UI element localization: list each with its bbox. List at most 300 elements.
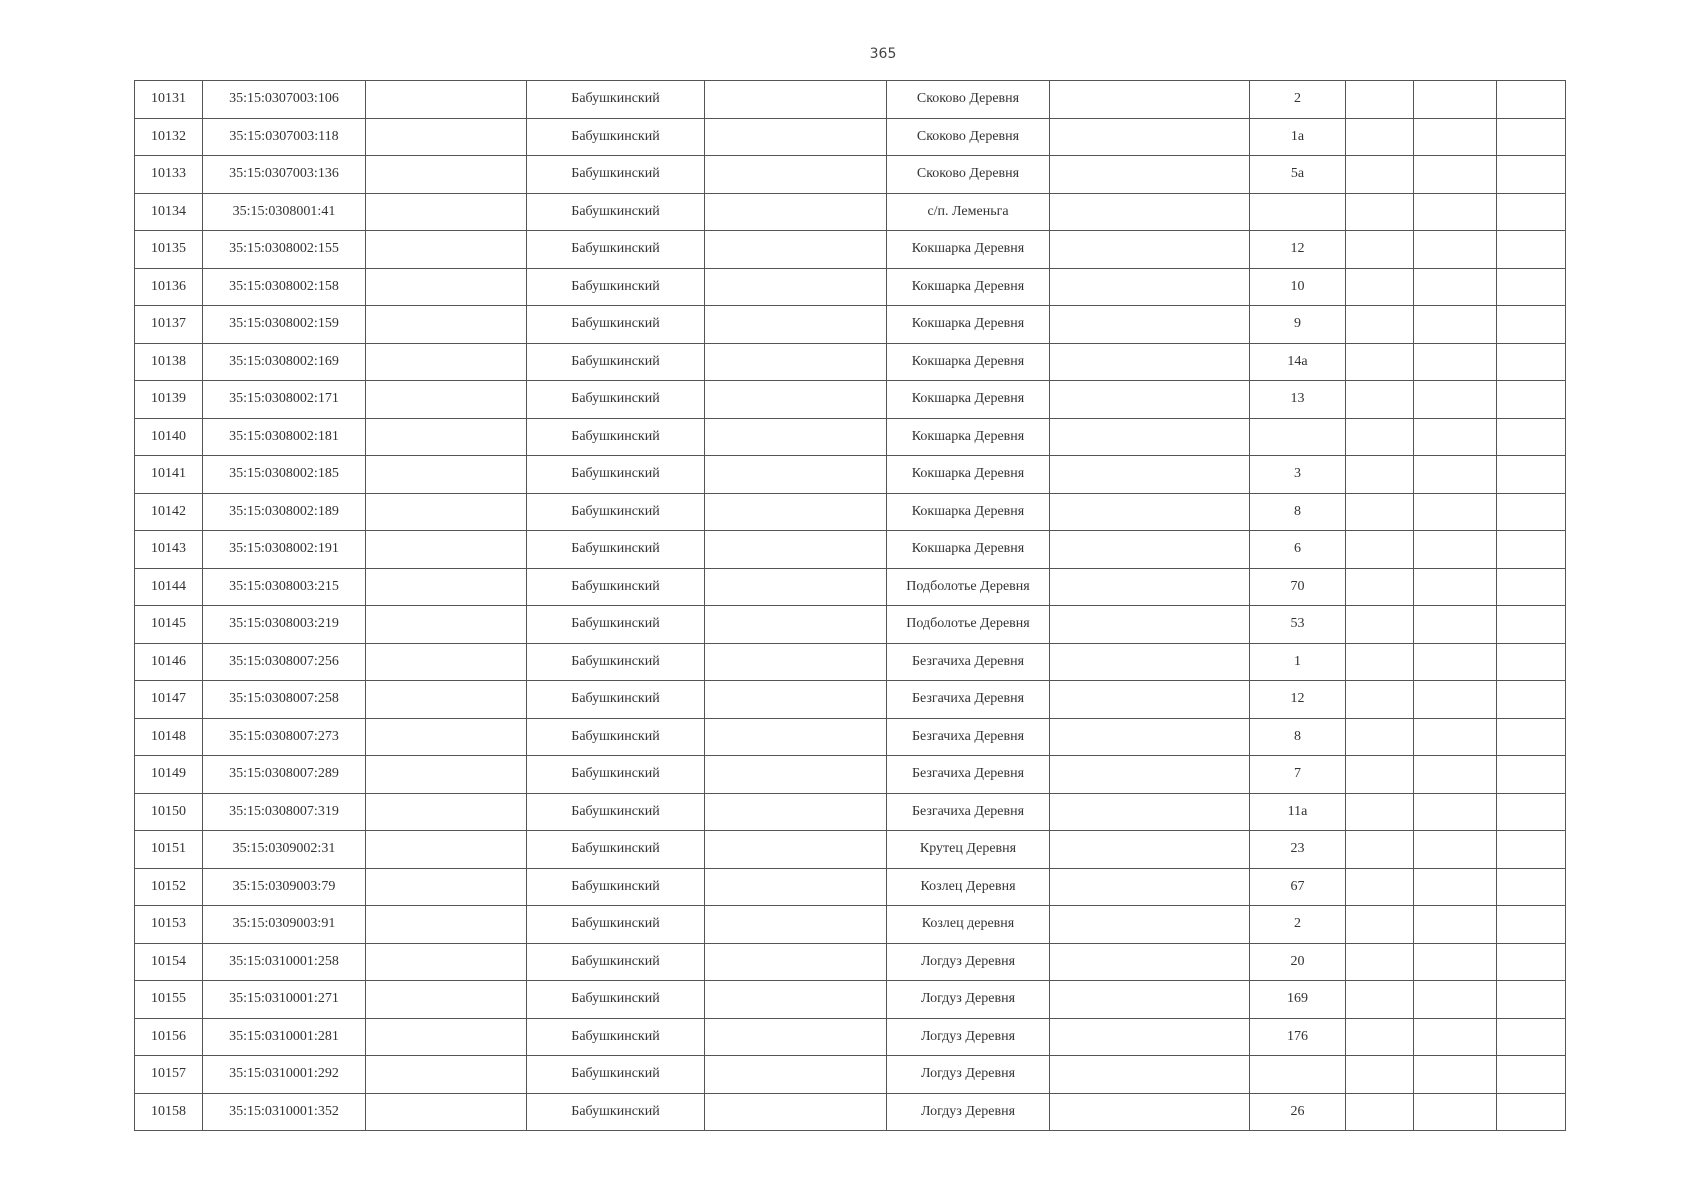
locality-cell: Скоково Деревня <box>887 118 1050 156</box>
empty-cell <box>705 306 887 344</box>
empty-cell <box>1414 943 1497 981</box>
cadastral-number-cell: 35:15:0308002:159 <box>203 306 366 344</box>
empty-cell <box>1346 906 1414 944</box>
empty-cell <box>1050 1093 1250 1131</box>
row-number-cell: 10158 <box>135 1093 203 1131</box>
empty-cell <box>1346 493 1414 531</box>
empty-cell <box>705 681 887 719</box>
cadastral-number-cell: 35:15:0308007:319 <box>203 793 366 831</box>
house-number-cell <box>1250 418 1346 456</box>
house-number-cell: 26 <box>1250 1093 1346 1131</box>
empty-cell <box>705 1018 887 1056</box>
table-row <box>135 418 1566 456</box>
empty-cell <box>1497 643 1566 681</box>
table-row <box>135 1093 1566 1131</box>
empty-cell <box>1346 81 1414 119</box>
empty-cell <box>1346 156 1414 194</box>
table-row <box>135 531 1566 569</box>
table-row <box>135 381 1566 419</box>
row-number-cell: 10155 <box>135 981 203 1019</box>
empty-cell <box>366 381 527 419</box>
table-row <box>135 81 1566 119</box>
table-row <box>135 456 1566 494</box>
empty-cell <box>1050 343 1250 381</box>
house-number-cell: 5а <box>1250 156 1346 194</box>
empty-cell <box>366 793 527 831</box>
row-number-cell: 10153 <box>135 906 203 944</box>
cadastral-number-cell: 35:15:0307003:136 <box>203 156 366 194</box>
empty-cell <box>705 381 887 419</box>
locality-cell: Безгачиха Деревня <box>887 756 1050 794</box>
empty-cell <box>705 1093 887 1131</box>
empty-cell <box>705 793 887 831</box>
empty-cell <box>1497 1018 1566 1056</box>
empty-cell <box>366 231 527 269</box>
row-number-cell: 10139 <box>135 381 203 419</box>
empty-cell <box>1346 943 1414 981</box>
table-row <box>135 268 1566 306</box>
empty-cell <box>1346 981 1414 1019</box>
district-cell: Бабушкинский <box>527 1093 705 1131</box>
empty-cell <box>366 681 527 719</box>
empty-cell <box>1414 343 1497 381</box>
empty-cell <box>1346 118 1414 156</box>
locality-cell: Козлец Деревня <box>887 868 1050 906</box>
registry-table <box>134 80 1566 1131</box>
empty-cell <box>705 456 887 494</box>
empty-cell <box>705 268 887 306</box>
locality-cell: Подболотье Деревня <box>887 568 1050 606</box>
row-number-cell: 10131 <box>135 81 203 119</box>
row-number-cell: 10154 <box>135 943 203 981</box>
empty-cell <box>1050 568 1250 606</box>
empty-cell <box>1497 81 1566 119</box>
row-number-cell: 10143 <box>135 531 203 569</box>
empty-cell <box>1346 306 1414 344</box>
empty-cell <box>1497 306 1566 344</box>
empty-cell <box>1497 906 1566 944</box>
empty-cell <box>1497 493 1566 531</box>
empty-cell <box>366 156 527 194</box>
empty-cell <box>1497 231 1566 269</box>
locality-cell: Козлец деревня <box>887 906 1050 944</box>
empty-cell <box>366 531 527 569</box>
house-number-cell: 2 <box>1250 906 1346 944</box>
empty-cell <box>1050 793 1250 831</box>
house-number-cell: 1а <box>1250 118 1346 156</box>
empty-cell <box>705 193 887 231</box>
row-number-cell: 10136 <box>135 268 203 306</box>
cadastral-number-cell: 35:15:0310001:281 <box>203 1018 366 1056</box>
empty-cell <box>366 306 527 344</box>
cadastral-number-cell: 35:15:0308002:158 <box>203 268 366 306</box>
table-row <box>135 831 1566 869</box>
locality-cell: Кокшарка Деревня <box>887 306 1050 344</box>
table-row <box>135 231 1566 269</box>
empty-cell <box>1346 268 1414 306</box>
cadastral-number-cell: 35:15:0308007:256 <box>203 643 366 681</box>
house-number-cell: 3 <box>1250 456 1346 494</box>
empty-cell <box>1497 193 1566 231</box>
empty-cell <box>1050 718 1250 756</box>
empty-cell <box>1346 456 1414 494</box>
cadastral-number-cell: 35:15:0308003:219 <box>203 606 366 644</box>
cadastral-number-cell: 35:15:0307003:118 <box>203 118 366 156</box>
locality-cell: Логдуз Деревня <box>887 1093 1050 1131</box>
empty-cell <box>1414 606 1497 644</box>
district-cell: Бабушкинский <box>527 381 705 419</box>
cadastral-number-cell: 35:15:0308007:289 <box>203 756 366 794</box>
empty-cell <box>705 643 887 681</box>
locality-cell: Логдуз Деревня <box>887 1056 1050 1094</box>
locality-cell: Подболотье Деревня <box>887 606 1050 644</box>
row-number-cell: 10135 <box>135 231 203 269</box>
empty-cell <box>1497 1056 1566 1094</box>
empty-cell <box>1414 868 1497 906</box>
locality-cell: Скоково Деревня <box>887 81 1050 119</box>
empty-cell <box>1050 1018 1250 1056</box>
empty-cell <box>366 81 527 119</box>
cadastral-number-cell: 35:15:0308002:191 <box>203 531 366 569</box>
empty-cell <box>366 906 527 944</box>
house-number-cell: 176 <box>1250 1018 1346 1056</box>
cadastral-number-cell: 35:15:0309003:79 <box>203 868 366 906</box>
house-number-cell: 8 <box>1250 718 1346 756</box>
table-row <box>135 756 1566 794</box>
district-cell: Бабушкинский <box>527 906 705 944</box>
empty-cell <box>705 231 887 269</box>
empty-cell <box>366 568 527 606</box>
row-number-cell: 10138 <box>135 343 203 381</box>
page-number: 365 <box>869 46 897 62</box>
district-cell: Бабушкинский <box>527 793 705 831</box>
house-number-cell: 2 <box>1250 81 1346 119</box>
locality-cell: Скоково Деревня <box>887 156 1050 194</box>
district-cell: Бабушкинский <box>527 606 705 644</box>
empty-cell <box>1050 1056 1250 1094</box>
row-number-cell: 10137 <box>135 306 203 344</box>
locality-cell: Безгачиха Деревня <box>887 643 1050 681</box>
empty-cell <box>705 418 887 456</box>
empty-cell <box>1497 681 1566 719</box>
empty-cell <box>1050 193 1250 231</box>
empty-cell <box>705 606 887 644</box>
cadastral-number-cell: 35:15:0309002:31 <box>203 831 366 869</box>
district-cell: Бабушкинский <box>527 231 705 269</box>
empty-cell <box>1414 493 1497 531</box>
empty-cell <box>1414 718 1497 756</box>
row-number-cell: 10150 <box>135 793 203 831</box>
empty-cell <box>1346 381 1414 419</box>
empty-cell <box>705 831 887 869</box>
empty-cell <box>1414 568 1497 606</box>
empty-cell <box>1050 493 1250 531</box>
house-number-cell: 12 <box>1250 231 1346 269</box>
empty-cell <box>1050 681 1250 719</box>
empty-cell <box>1414 156 1497 194</box>
table-row <box>135 1056 1566 1094</box>
house-number-cell: 23 <box>1250 831 1346 869</box>
district-cell: Бабушкинский <box>527 268 705 306</box>
empty-cell <box>1414 793 1497 831</box>
row-number-cell: 10132 <box>135 118 203 156</box>
locality-cell: Кокшарка Деревня <box>887 381 1050 419</box>
house-number-cell: 53 <box>1250 606 1346 644</box>
cadastral-number-cell: 35:15:0308002:171 <box>203 381 366 419</box>
empty-cell <box>1497 381 1566 419</box>
district-cell: Бабушкинский <box>527 306 705 344</box>
empty-cell <box>1346 1093 1414 1131</box>
house-number-cell: 12 <box>1250 681 1346 719</box>
house-number-cell: 169 <box>1250 981 1346 1019</box>
empty-cell <box>366 756 527 794</box>
empty-cell <box>366 343 527 381</box>
district-cell: Бабушкинский <box>527 1018 705 1056</box>
empty-cell <box>1414 118 1497 156</box>
district-cell: Бабушкинский <box>527 718 705 756</box>
empty-cell <box>1050 531 1250 569</box>
empty-cell <box>366 718 527 756</box>
house-number-cell: 20 <box>1250 943 1346 981</box>
district-cell: Бабушкинский <box>527 493 705 531</box>
empty-cell <box>1497 568 1566 606</box>
empty-cell <box>1346 343 1414 381</box>
empty-cell <box>1346 193 1414 231</box>
empty-cell <box>1050 418 1250 456</box>
empty-cell <box>1414 306 1497 344</box>
empty-cell <box>705 718 887 756</box>
empty-cell <box>705 868 887 906</box>
locality-cell: Крутец Деревня <box>887 831 1050 869</box>
empty-cell <box>1497 1093 1566 1131</box>
empty-cell <box>1050 981 1250 1019</box>
empty-cell <box>1414 1018 1497 1056</box>
district-cell: Бабушкинский <box>527 193 705 231</box>
empty-cell <box>1497 418 1566 456</box>
empty-cell <box>1346 718 1414 756</box>
empty-cell <box>1346 681 1414 719</box>
empty-cell <box>705 343 887 381</box>
house-number-cell: 1 <box>1250 643 1346 681</box>
table-row <box>135 793 1566 831</box>
district-cell: Бабушкинский <box>527 456 705 494</box>
empty-cell <box>1497 118 1566 156</box>
cadastral-number-cell: 35:15:0308007:273 <box>203 718 366 756</box>
house-number-cell <box>1250 1056 1346 1094</box>
empty-cell <box>1497 343 1566 381</box>
table-row <box>135 306 1566 344</box>
empty-cell <box>366 493 527 531</box>
house-number-cell: 13 <box>1250 381 1346 419</box>
empty-cell <box>1497 456 1566 494</box>
empty-cell <box>1414 906 1497 944</box>
empty-cell <box>1050 831 1250 869</box>
empty-cell <box>1414 681 1497 719</box>
district-cell: Бабушкинский <box>527 156 705 194</box>
empty-cell <box>1414 756 1497 794</box>
empty-cell <box>1050 118 1250 156</box>
empty-cell <box>1414 231 1497 269</box>
empty-cell <box>1414 981 1497 1019</box>
empty-cell <box>705 981 887 1019</box>
empty-cell <box>366 268 527 306</box>
empty-cell <box>1497 156 1566 194</box>
district-cell: Бабушкинский <box>527 418 705 456</box>
locality-cell: Кокшарка Деревня <box>887 231 1050 269</box>
locality-cell: Безгачиха Деревня <box>887 681 1050 719</box>
district-cell: Бабушкинский <box>527 756 705 794</box>
empty-cell <box>1497 831 1566 869</box>
table-row <box>135 981 1566 1019</box>
row-number-cell: 10142 <box>135 493 203 531</box>
house-number-cell: 70 <box>1250 568 1346 606</box>
locality-cell: Логдуз Деревня <box>887 1018 1050 1056</box>
empty-cell <box>1346 568 1414 606</box>
empty-cell <box>366 643 527 681</box>
empty-cell <box>1050 156 1250 194</box>
empty-cell <box>366 606 527 644</box>
locality-cell: Безгачиха Деревня <box>887 718 1050 756</box>
table-row <box>135 868 1566 906</box>
empty-cell <box>1414 831 1497 869</box>
empty-cell <box>1414 418 1497 456</box>
empty-cell <box>705 568 887 606</box>
house-number-cell: 6 <box>1250 531 1346 569</box>
row-number-cell: 10156 <box>135 1018 203 1056</box>
empty-cell <box>1414 1056 1497 1094</box>
cadastral-number-cell: 35:15:0310001:258 <box>203 943 366 981</box>
empty-cell <box>366 1056 527 1094</box>
table-row <box>135 1018 1566 1056</box>
empty-cell <box>366 1018 527 1056</box>
empty-cell <box>1050 606 1250 644</box>
empty-cell <box>1050 643 1250 681</box>
table-row <box>135 193 1566 231</box>
empty-cell <box>1414 531 1497 569</box>
table-row <box>135 718 1566 756</box>
row-number-cell: 10148 <box>135 718 203 756</box>
row-number-cell: 10152 <box>135 868 203 906</box>
empty-cell <box>1414 456 1497 494</box>
empty-cell <box>366 118 527 156</box>
row-number-cell: 10146 <box>135 643 203 681</box>
empty-cell <box>1497 756 1566 794</box>
house-number-cell: 8 <box>1250 493 1346 531</box>
cadastral-number-cell: 35:15:0308002:185 <box>203 456 366 494</box>
empty-cell <box>366 1093 527 1131</box>
row-number-cell: 10157 <box>135 1056 203 1094</box>
empty-cell <box>1346 1018 1414 1056</box>
empty-cell <box>1346 756 1414 794</box>
district-cell: Бабушкинский <box>527 568 705 606</box>
district-cell: Бабушкинский <box>527 531 705 569</box>
row-number-cell: 10144 <box>135 568 203 606</box>
cadastral-number-cell: 35:15:0308002:155 <box>203 231 366 269</box>
empty-cell <box>1346 831 1414 869</box>
registry-body <box>135 81 1566 1131</box>
empty-cell <box>1414 81 1497 119</box>
empty-cell <box>705 906 887 944</box>
empty-cell <box>1414 268 1497 306</box>
district-cell: Бабушкинский <box>527 1056 705 1094</box>
locality-cell: Кокшарка Деревня <box>887 268 1050 306</box>
empty-cell <box>1497 606 1566 644</box>
row-number-cell: 10141 <box>135 456 203 494</box>
empty-cell <box>1346 418 1414 456</box>
cadastral-number-cell: 35:15:0308007:258 <box>203 681 366 719</box>
row-number-cell: 10140 <box>135 418 203 456</box>
house-number-cell: 7 <box>1250 756 1346 794</box>
empty-cell <box>1050 268 1250 306</box>
row-number-cell: 10147 <box>135 681 203 719</box>
locality-cell: Кокшарка Деревня <box>887 531 1050 569</box>
empty-cell <box>1346 1056 1414 1094</box>
empty-cell <box>1497 531 1566 569</box>
empty-cell <box>1414 643 1497 681</box>
cadastral-number-cell: 35:15:0309003:91 <box>203 906 366 944</box>
empty-cell <box>705 118 887 156</box>
table-row <box>135 118 1566 156</box>
empty-cell <box>1050 868 1250 906</box>
district-cell: Бабушкинский <box>527 343 705 381</box>
empty-cell <box>366 868 527 906</box>
empty-cell <box>366 456 527 494</box>
table-row <box>135 493 1566 531</box>
locality-cell: Кокшарка Деревня <box>887 456 1050 494</box>
locality-cell: Логдуз Деревня <box>887 981 1050 1019</box>
district-cell: Бабушкинский <box>527 118 705 156</box>
district-cell: Бабушкинский <box>527 81 705 119</box>
empty-cell <box>1497 718 1566 756</box>
cadastral-number-cell: 35:15:0308001:41 <box>203 193 366 231</box>
district-cell: Бабушкинский <box>527 643 705 681</box>
empty-cell <box>1050 306 1250 344</box>
table-row <box>135 156 1566 194</box>
empty-cell <box>1050 381 1250 419</box>
empty-cell <box>1050 231 1250 269</box>
table-row <box>135 643 1566 681</box>
empty-cell <box>366 193 527 231</box>
row-number-cell: 10151 <box>135 831 203 869</box>
locality-cell: Кокшарка Деревня <box>887 493 1050 531</box>
locality-cell: Кокшарка Деревня <box>887 418 1050 456</box>
empty-cell <box>1346 643 1414 681</box>
empty-cell <box>1497 943 1566 981</box>
cadastral-number-cell: 35:15:0308002:169 <box>203 343 366 381</box>
empty-cell <box>1346 231 1414 269</box>
empty-cell <box>1050 943 1250 981</box>
district-cell: Бабушкинский <box>527 943 705 981</box>
row-number-cell: 10134 <box>135 193 203 231</box>
locality-cell: Кокшарка Деревня <box>887 343 1050 381</box>
locality-cell: Безгачиха Деревня <box>887 793 1050 831</box>
cadastral-number-cell: 35:15:0310001:292 <box>203 1056 366 1094</box>
empty-cell <box>1050 81 1250 119</box>
cadastral-number-cell: 35:15:0308003:215 <box>203 568 366 606</box>
empty-cell <box>705 1056 887 1094</box>
empty-cell <box>1414 1093 1497 1131</box>
empty-cell <box>1414 193 1497 231</box>
district-cell: Бабушкинский <box>527 681 705 719</box>
house-number-cell: 14а <box>1250 343 1346 381</box>
empty-cell <box>366 418 527 456</box>
empty-cell <box>705 81 887 119</box>
house-number-cell: 11а <box>1250 793 1346 831</box>
house-number-cell: 9 <box>1250 306 1346 344</box>
house-number-cell: 10 <box>1250 268 1346 306</box>
table-row <box>135 343 1566 381</box>
empty-cell <box>705 156 887 194</box>
